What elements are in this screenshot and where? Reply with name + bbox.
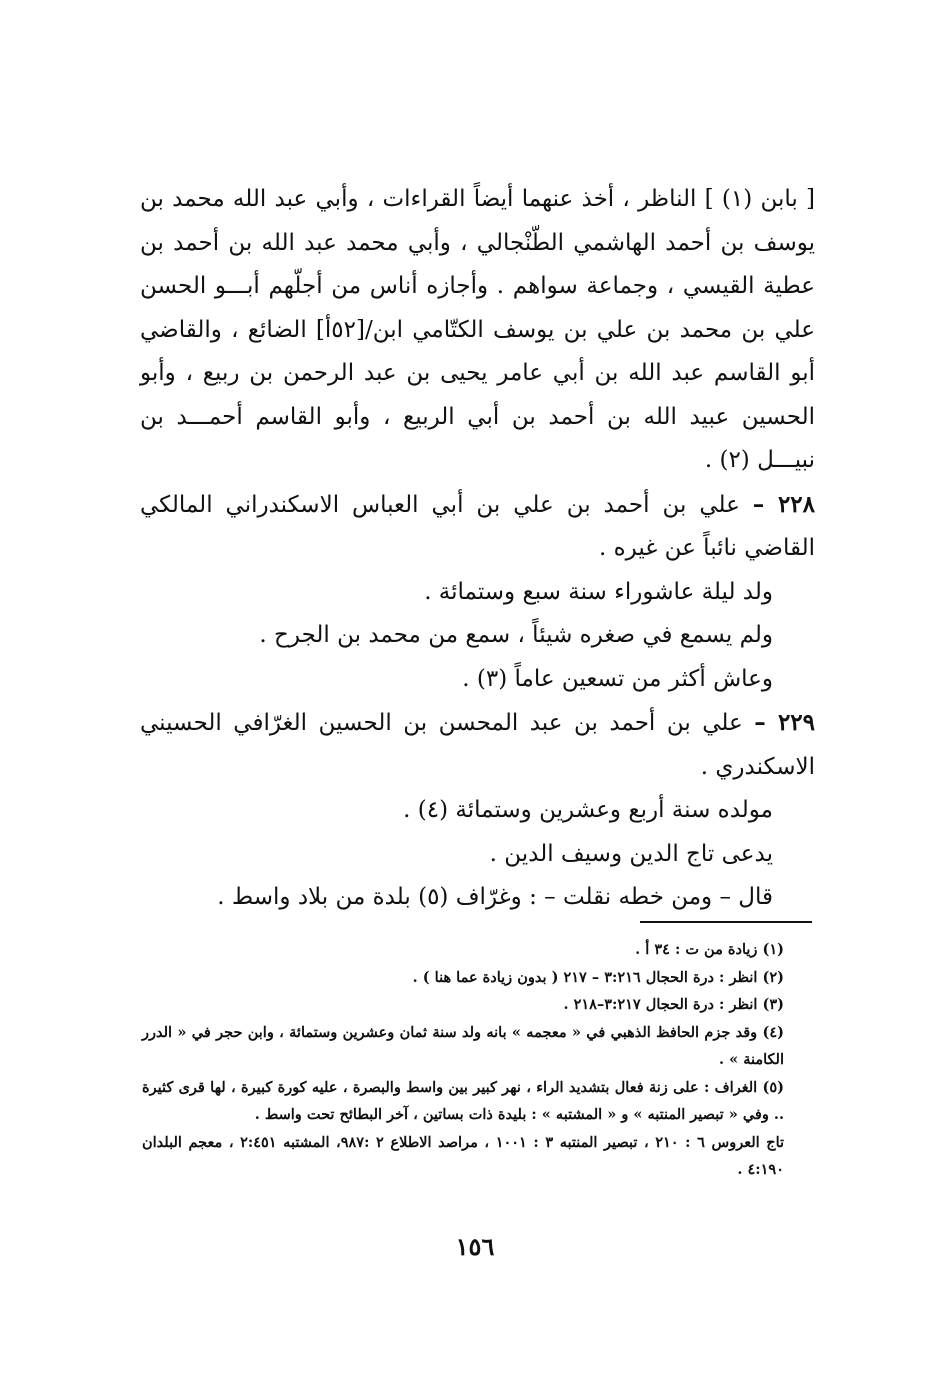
footnote-separator: [640, 921, 812, 923]
entry-229: [140, 701, 815, 789]
page-number: ١٥٦: [455, 1232, 495, 1261]
footnotes: [142, 936, 812, 1184]
footnote-3: (٣) انظر : درة الحجال ٣:٢١٧–٢١٨ .: [563, 996, 784, 1013]
footnote-5-references: تاج العروس ٦ : ٢١٠ ، تبصير المنتبه ٣ : ١٠٠١ ، مراصد الاطلاع ٢ :٩٨٧، المشتبه ٢:٤٥١ ، معجم البلدان ٤:١٩٠ .: [142, 1133, 785, 1178]
entry-heading: علي بن أحمد بن علي بن أبي العباس الاسكندراني المالكي القاضي نائباً عن غيره .: [140, 491, 815, 561]
entry-228: [140, 483, 815, 571]
footnote-1: (١) زيادة من ت : ٣٤ أ .: [635, 941, 784, 958]
footnote-5: (٥) الغراف : على زنة فعال بتشديد الراء ، نهر كبير بين واسط والبصرة ، عليه كورة كبيرة ، لها قرى كثيرة .. وفي « تبصير المنتبه » و « المشتبه » : بليدة ذات بساتين ، آخر البطائح تحت واسط .: [142, 1078, 784, 1123]
footnote-4: (٤) وقد جزم الحافظ الذهبي في « معجمه » بانه ولد سنة ثمان وعشرين وستمائة ، وابن حجر في « الدرر الكامنة » .: [142, 1023, 784, 1068]
paragraph-continuation: [ بابن (١) ] الناظر ، أخذ عنهما أيضاً القراءات ، وأبي عبد الله محمد بن يوسف بن أحمد الهاشمي الطّنْجالي ، وأبي محمد عبد الله بن أحمد بن عطية القيسي ، وجماعة سواهم . وأجازه أناس من أجلّهم أبـــو الحسن علي بن محمد بن علي بن يوسف الكتّامي ابن/[٥٢أ] الضائع ، والقاضي أبو القاسم عبد الله بن أبي عامر يحيى بن عبد الرحمن بن ربيع ، وأبو الحسين عبيد الله بن أحمد بن أبي الربيع ، وأبو القاسم أحمـــد بن نبيـــل (٢) .: [140, 186, 815, 473]
entry-line: مولده سنة أربع وعشرين وستمائة (٤) .: [403, 797, 773, 823]
entry-line: قال – ومن خطه نقلت – : وغرّاف (٥) بلدة من بلاد واسط .: [217, 884, 773, 910]
entry-line: ولد ليلة عاشوراء سنة سبع وستمائة .: [424, 578, 773, 605]
entry-line: ولم يسمع في صغره شيئاً ، سمع من محمد بن الجرح .: [259, 622, 773, 648]
entry-line: وعاش أكثر من تسعين عاماً (٣) .: [462, 665, 773, 692]
footnote-2: (٢) انظر : درة الحجال ٣:٢١٦ – ٢١٧ ( بدون زيادة عما هنا ) .: [412, 968, 784, 986]
entry-number: ٢٢٩ –: [754, 709, 815, 736]
entry-heading: علي بن أحمد بن عبد المحسن بن الحسين الغرّافي الحسيني الاسكندري .: [140, 710, 815, 780]
main-text: [140, 178, 815, 920]
entry-number: ٢٢٨ –: [752, 490, 815, 518]
entry-line: يدعى تاج الدين وسيف الدين .: [489, 840, 773, 867]
